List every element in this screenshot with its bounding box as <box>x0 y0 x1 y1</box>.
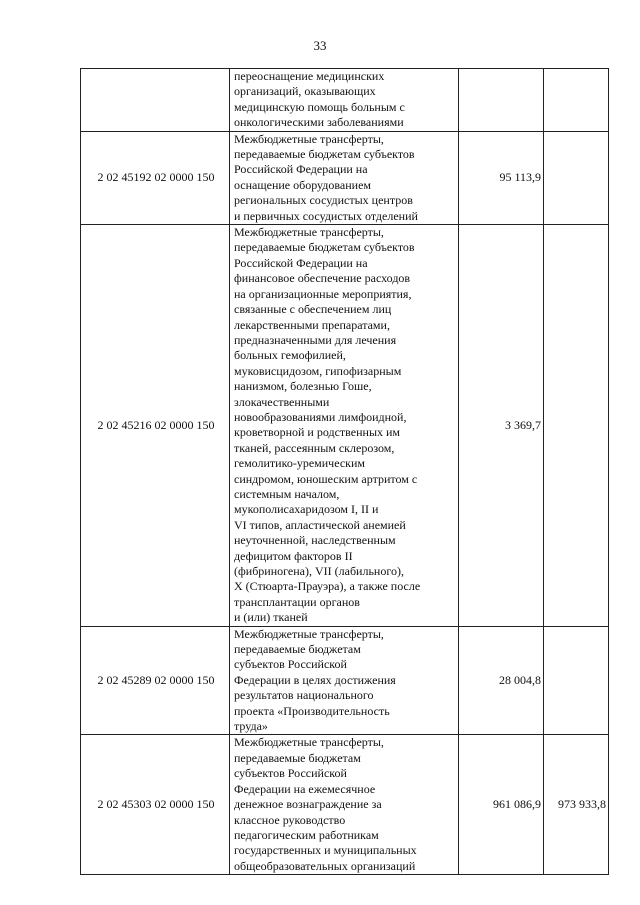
description-line: субъектов Российской <box>234 766 347 781</box>
description-line: на организационные мероприятия, <box>234 286 412 301</box>
description-line: новообразованиями лимфоидной, <box>234 409 407 424</box>
description-line: организаций, оказывающих <box>234 84 376 99</box>
income-code-cell: 2 02 45216 02 0000 150 <box>81 225 230 627</box>
description-line: Межбюджетные трансферты, <box>234 225 384 240</box>
amount-year2-cell: 973 933,8 <box>544 735 609 875</box>
description-line: Межбюджетные трансферты, <box>234 131 384 146</box>
description-line: передаваемые бюджетам <box>234 642 361 657</box>
amount-year2-cell <box>544 131 609 224</box>
description-line: оснащение оборудованием <box>234 177 372 192</box>
description-line: передаваемые бюджетам субъектов <box>234 240 415 255</box>
description-line: Федерации в целях достижения <box>234 672 396 687</box>
description-line: предназначенными для лечения <box>234 332 397 347</box>
description-line: и первичных сосудистых отделений <box>234 208 418 223</box>
description-line: Российской Федерации на <box>234 162 368 177</box>
income-code-cell: 2 02 45192 02 0000 150 <box>81 131 230 224</box>
description-line: X (Стюарта-Прауэра), а также после <box>234 579 421 594</box>
description-line: больных гемофилией, <box>234 348 346 363</box>
table-row <box>81 626 609 735</box>
description-line: мукополисахаридозом I, II и <box>234 502 379 517</box>
description-line: труда» <box>234 719 268 734</box>
description-line: Федерации на ежемесячное <box>234 781 376 796</box>
table-row <box>81 131 609 224</box>
description-line: передаваемые бюджетам <box>234 750 361 765</box>
budget-table <box>80 68 609 875</box>
description-line: системным началом, <box>234 486 340 501</box>
description-line: общеобразовательных организаций <box>234 858 416 873</box>
amount-year2-cell <box>544 626 609 735</box>
table-row <box>81 225 609 627</box>
description-line: передаваемые бюджетам субъектов <box>234 147 415 162</box>
table-row <box>81 69 609 132</box>
amount-year1-cell: 95 113,9 <box>459 131 544 224</box>
description-line: лекарственными препаратами, <box>234 317 390 332</box>
amount-year1-cell <box>459 69 544 132</box>
description-line: переоснащение медицинских <box>234 69 385 83</box>
amount-year2-cell <box>544 69 609 132</box>
description-line: медицинскую помощь больным с <box>234 99 405 114</box>
description-cell <box>230 225 459 627</box>
description-line: Российской Федерации на <box>234 255 368 270</box>
description-line: дефицитом факторов II <box>234 548 353 563</box>
page-number: 33 <box>313 38 327 53</box>
description-cell <box>230 131 459 224</box>
description-line: проекта «Производительность <box>234 703 390 718</box>
description-line: денежное вознаграждение за <box>234 797 382 812</box>
description-line: трансплантации органов <box>234 594 360 609</box>
description-line: субъектов Российской <box>234 657 347 672</box>
description-cell <box>230 69 459 132</box>
description-cell <box>230 735 459 875</box>
income-code-cell: 2 02 45289 02 0000 150 <box>81 626 230 735</box>
description-line: тканей, рассеянным склерозом, <box>234 440 395 455</box>
amount-year2-cell <box>544 225 609 627</box>
description-line: государственных и муниципальных <box>234 843 417 858</box>
income-code-cell <box>81 69 230 132</box>
description-line: и (или) тканей <box>234 610 308 625</box>
description-line: связанные с обеспечением лиц <box>234 302 392 317</box>
description-line: неуточненной, наследственным <box>234 533 396 548</box>
amount-year1-cell: 28 004,8 <box>459 626 544 735</box>
amount-year1-cell: 961 086,9 <box>459 735 544 875</box>
description-line: кроветворной и родственных им <box>234 425 401 440</box>
description-line: педагогическим работникам <box>234 827 379 842</box>
description-line: финансовое обеспечение расходов <box>234 271 411 286</box>
description-cell <box>230 626 459 735</box>
description-line: злокачественными <box>234 394 330 409</box>
description-line: VI типов, апластической анемией <box>234 517 406 532</box>
description-line: региональных сосудистых центров <box>234 193 413 208</box>
description-line: онкологическими заболеваниями <box>234 115 404 130</box>
income-code-cell: 2 02 45303 02 0000 150 <box>81 735 230 875</box>
description-line: гемолитико-уремическим <box>234 456 365 471</box>
description-line: синдромом, юношеским артритом с <box>234 471 418 486</box>
table-row <box>81 735 609 875</box>
table-body <box>81 69 609 875</box>
description-line: (фибриногена), VII (лабильного), <box>234 564 404 578</box>
description-line: Межбюджетные трансферты, <box>234 735 384 750</box>
description-line: классное руководство <box>234 812 346 827</box>
amount-year1-cell: 3 369,7 <box>459 225 544 627</box>
description-line: нанизмом, болезнью Гоше, <box>234 379 372 394</box>
description-line: муковисцидозом, гипофизарным <box>234 363 402 378</box>
description-line: результатов национального <box>234 688 374 703</box>
description-line: Межбюджетные трансферты, <box>234 626 384 641</box>
